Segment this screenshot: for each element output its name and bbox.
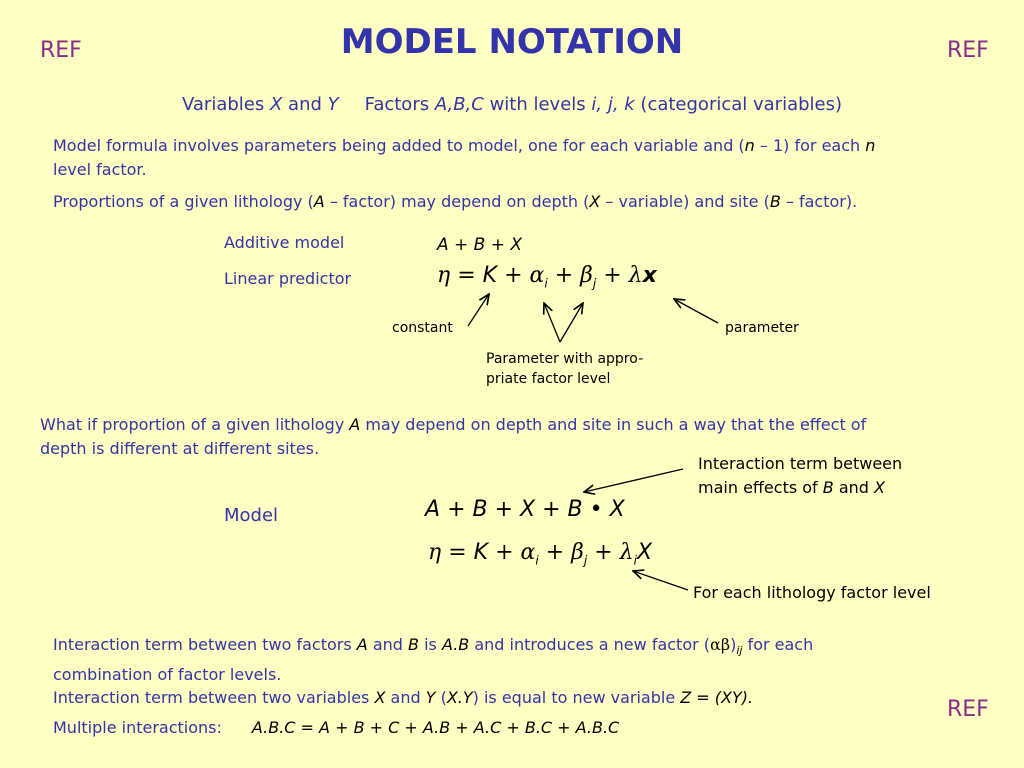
para4-B: B (408, 635, 419, 654)
annotation-for-each-level: For each lithology factor level (693, 583, 931, 602)
para6-label: Multiple interactions: (53, 718, 222, 737)
subtitle-factors: A,B,C (434, 94, 484, 115)
para5-XY: X.Y (446, 688, 473, 707)
model-eq: = (448, 540, 467, 565)
arrow-factor-alpha (544, 303, 560, 342)
para4-text-a: Interaction term between two factors (53, 635, 357, 654)
annotation-constant: constant (392, 320, 453, 336)
model-label: Model (224, 505, 279, 526)
para6-formula: A.B.C = A + B + C + A.B + A.C + B.C + A.B.C (251, 718, 620, 737)
lp-sub-i: i (544, 276, 548, 291)
additive-model-formula: A + B + X (437, 235, 523, 255)
model-f-dot: • (589, 497, 603, 522)
lp-plus3: + (603, 263, 622, 288)
lp-eq: = (457, 263, 476, 288)
additive-model-label: Additive model (224, 233, 345, 252)
model-f-B: B (472, 497, 488, 522)
para5-Z: Z = (XY). (680, 688, 754, 707)
para4-and: and (367, 635, 409, 654)
model-plus2: + (545, 540, 565, 565)
subtitle-variables-prefix: Variables (181, 94, 270, 115)
para3-text-b: may depend on depth and site in such a way that the effect of (360, 415, 867, 434)
lp-x: x (642, 263, 657, 288)
model-f-X: X (520, 497, 536, 522)
page-title: MODEL NOTATION (340, 22, 684, 62)
para5-text-a: Interaction term between two variables (53, 688, 375, 707)
subtitle-var-y: Y (327, 94, 339, 115)
para5-and: and (385, 688, 426, 707)
annotation-parameter: parameter (725, 320, 799, 336)
annotation-factor-parameter-line2: priate factor level (486, 371, 611, 387)
para5-Y: Y (425, 688, 436, 707)
ref-link-top-right[interactable]: REF (947, 38, 989, 63)
annotation-interaction-X: X (874, 478, 886, 497)
model-alpha: α (520, 540, 536, 565)
ref-link-bottom-right[interactable]: REF (947, 697, 989, 722)
para4-ij: ij (736, 644, 743, 658)
para4-is: is (419, 635, 442, 654)
model-eta: η (428, 540, 442, 565)
para5-open: ( (435, 688, 447, 707)
para4-text-c: for each (742, 635, 814, 654)
para5-text-b: ) is equal to new variable (472, 688, 681, 707)
para3-text-c: depth is different at different sites. (40, 439, 320, 458)
lp-lambda: λ (628, 263, 643, 288)
subtitle-levels-prefix: with levels (483, 94, 592, 115)
ref-link-top-left[interactable]: REF (40, 38, 82, 63)
model-f-A: A (425, 497, 441, 522)
subtitle-categorical: (categorical variables) (634, 94, 843, 115)
model-f-plus3: + (542, 497, 561, 522)
model-sub-i2: i (633, 553, 637, 568)
para4-AB: A.B (441, 635, 470, 654)
model-f-plus1: + (447, 497, 466, 522)
subtitle-var-x: X (269, 94, 283, 115)
subtitle-and: and (282, 94, 328, 115)
para4-close: ) (730, 635, 737, 654)
model-plus3: + (594, 540, 613, 565)
model-lambda: λ (619, 540, 634, 565)
para1-text-b: – 1) for each (754, 136, 866, 155)
arrow-factor-beta (560, 303, 583, 342)
model-f-B2: B (567, 497, 583, 522)
lp-sub-j: j (592, 276, 597, 291)
para2-B: B (769, 192, 781, 211)
annotation-interaction-line2-prefix: main effects of (698, 478, 823, 497)
arrow-parameter (674, 299, 718, 323)
para4-A: A (356, 635, 368, 654)
lp-eta: η (437, 263, 451, 288)
arrow-constant (468, 294, 489, 326)
para4-text-d: combination of factor levels. (53, 665, 282, 685)
para3-text-a: What if proportion of a given lithology (40, 415, 350, 434)
annotation-interaction-and: and (833, 478, 875, 497)
annotation-factor-parameter-line1: Parameter with appro- (486, 351, 644, 367)
arrow-lithology-level (633, 571, 688, 590)
lp-plus2: + (554, 263, 574, 288)
para3-A: A (349, 415, 361, 434)
para2-X: X (589, 192, 601, 211)
para2-A: A (313, 192, 325, 211)
model-beta: β (571, 540, 584, 565)
para1-n2: n (865, 136, 876, 155)
subtitle-factors-prefix: Factors (364, 94, 435, 115)
para1-text-a: Model formula involves parameters being added to model, one for each variable and ( (53, 136, 745, 155)
model-plus1: + (495, 540, 514, 565)
lp-alpha: α (529, 263, 545, 288)
model-f-plus2: + (494, 497, 514, 522)
annotation-interaction-line1: Interaction term between (698, 454, 903, 473)
lp-plus1: + (504, 263, 523, 288)
para4-text-b: and introduces a new factor ( (469, 635, 711, 654)
model-sub-j: j (583, 553, 588, 568)
lp-beta: β (580, 263, 593, 288)
lp-K: K (482, 263, 498, 288)
model-sub-i: i (535, 553, 539, 568)
linear-predictor-label: Linear predictor (224, 269, 352, 288)
model-X: X (636, 540, 653, 565)
para1-n: n (744, 136, 755, 155)
para2-text-c: – variable) and site ( (600, 192, 770, 211)
para4-alphabeta: αβ (710, 635, 731, 654)
para1-text-c: level factor. (53, 160, 147, 179)
para5-X: X (374, 688, 386, 707)
model-K: K (473, 540, 489, 565)
arrow-interaction (584, 469, 683, 492)
para2-text-a: Proportions of a given lithology ( (53, 192, 314, 211)
para2-text-d: – factor). (780, 192, 858, 211)
model-f-X2: X (609, 497, 625, 522)
para2-text-b: – factor) may depend on depth ( (324, 192, 590, 211)
annotation-interaction-B: B (822, 478, 834, 497)
subtitle-levels: i, j, k (591, 94, 635, 115)
